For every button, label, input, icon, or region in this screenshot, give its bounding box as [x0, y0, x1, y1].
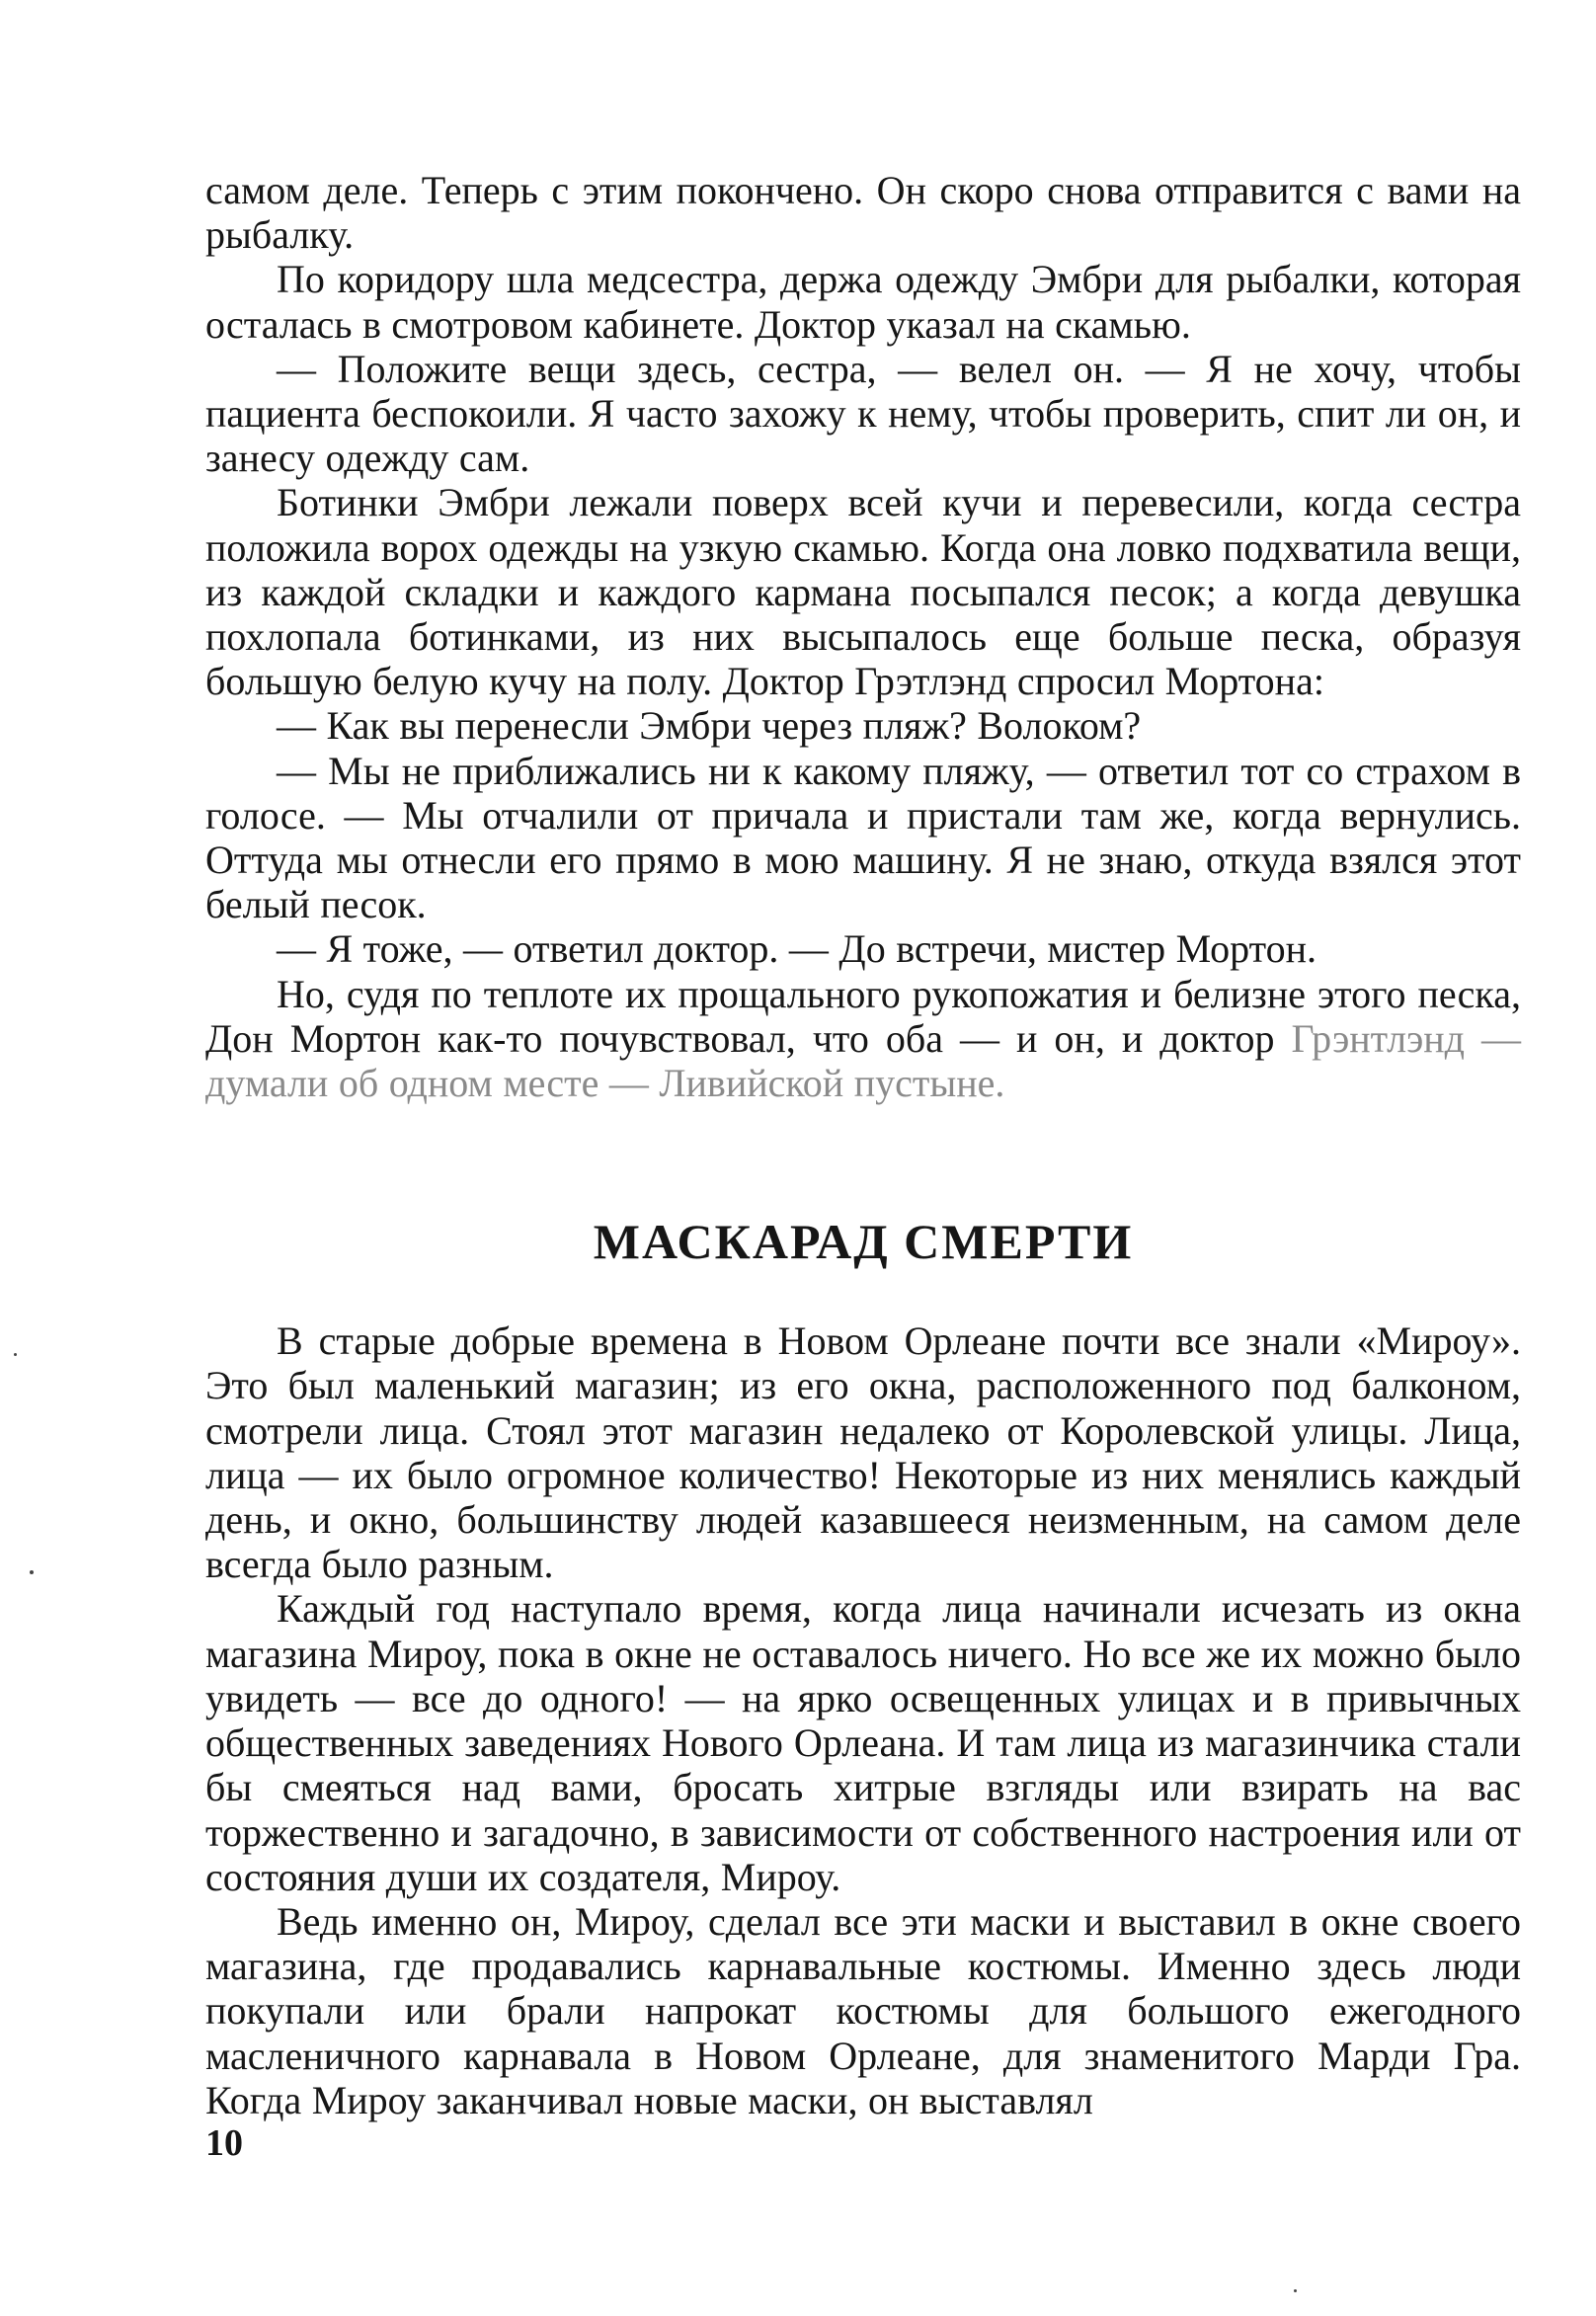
paragraph: Ботинки Эмбри лежали поверх всей кучи и перевесили, когда сестра положила ворох одежды на узкую скамью. Когда она ловко подхватила вещи, из каждой складки и каждого кармана посыпался песок; а когда девушка похлопала ботинками, из них высыпалось еще больше песка, образуя большую белую кучу на полу. Доктор Грэтлэнд спросил Мортона:	[205, 480, 1521, 704]
scan-speck	[30, 1570, 34, 1574]
paragraph: самом деле. Теперь с этим покончено. Он скоро снова отправится с вами на рыбалку.	[205, 168, 1521, 258]
paragraph: — Как вы перенесли Эмбри через пляж? Волоком?	[277, 703, 1142, 749]
page-number: 10	[205, 2122, 243, 2164]
page-body	[205, 168, 1521, 2122]
paragraph: — Я тоже, — ответил доктор. — До встречи, мистер Мортон.	[277, 926, 1317, 972]
final-paragraph-main: Но, судя по теплоте их прощального рукопожатия и белизне этого песка, Дон Мортон как-то почувствовал, что оба — и он, и доктор	[205, 971, 1521, 1061]
final-paragraph	[205, 972, 1521, 1106]
final-paragraph-faded-line: Грэнтлэнд — думали об одном месте — Ливийской пустыне.	[205, 1015, 1522, 1106]
paragraph: По коридору шла медсестра, держа одежду Эмбри для рыбалки, которая осталась в смотровом кабинете. Доктор указал на скамью.	[205, 257, 1521, 347]
paragraph: — Мы не приближались ни к какому пляжу, — ответил тот со страхом в голосе. — Мы отчалили от причала и пристали там же, когда вернулись. Оттуда мы отнесли его прямо в мою машину. Я не знаю, откуда взялся этот белый песок.	[205, 748, 1521, 927]
paragraph: Каждый год наступало время, когда лица начинали исчезать из окна магазина Мироу, пока в окне не оставалось ничего. Но все же их можно было увидеть — все до одного! — на ярко освещенных улицах и в привычных общественных заведениях Нового Орлеана. И там лица из магазинчика стали бы смеяться над вами, бросать хитрые взгляды или взирать на вас торжественно и загадочно, в зависимости от собственного настроения или от состояния души их создателя, Мироу.	[205, 1586, 1521, 1899]
paragraph: — Положите вещи здесь, сестра, — велел он. — Я не хочу, чтобы пациента беспокоили. Я часто захожу к нему, чтобы проверить, спит ли он, и занесу одежду сам.	[205, 346, 1521, 481]
scan-speck	[1294, 2289, 1297, 2292]
paragraph: В старые добрые времена в Новом Орлеане почти все знали «Мироу». Это был маленький магазин; из его окна, расположенного под балконом, смотрели лица. Стоял этот магазин недалеко от Королевской улицы. Лица, лица — их было огромное количество! Некоторые из них менялись каждый день, и окно, большинству людей казавшееся неизменным, на самом деле всегда было разным.	[205, 1318, 1521, 1587]
scan-speck	[14, 1353, 17, 1356]
paragraph: Ведь именно он, Мироу, сделал все эти маски и выставил в окне своего магазина, где продавались карнавальные костюмы. Именно здесь люди покупали или брали напрокат костюмы для большого ежегодного масленичного карнавала в Новом Орлеане, для знаменитого Марди Гра. Когда Мироу заканчивал новые маски, он выставлял	[205, 1898, 1521, 2122]
chapter-title: МАСКАРАД СМЕРТИ	[593, 1214, 1134, 1270]
